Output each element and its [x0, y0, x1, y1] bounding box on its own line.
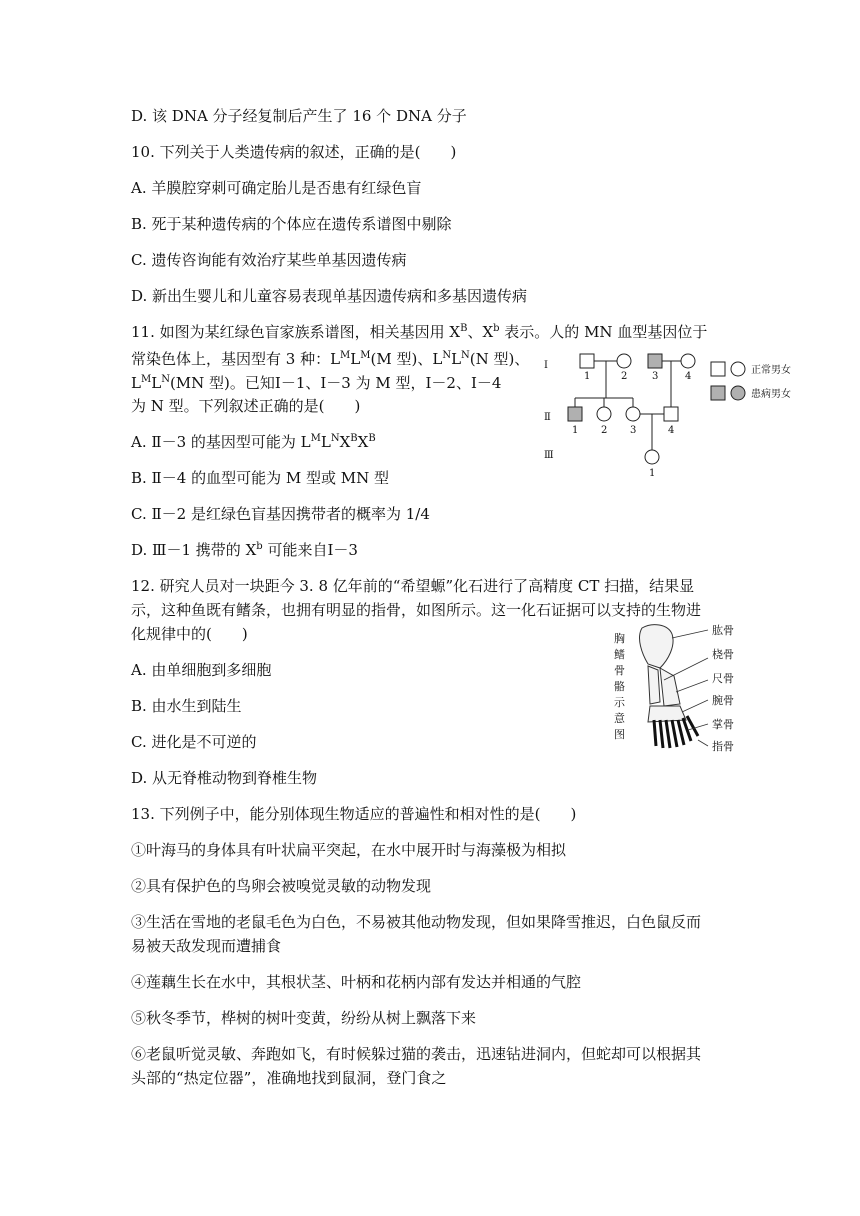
q13-item-1: ①叶海马的身体具有叶状扁平突起，在水中展开时与海藻极为相拟: [131, 841, 567, 859]
pedigree-II-num-1: 1: [572, 425, 579, 436]
legend-normal-text: 正常男女: [751, 365, 791, 376]
fossil-caption-char-4: 骼: [614, 680, 625, 693]
legend-affected-text: 患病男女: [751, 389, 791, 400]
legend-affected-male: [711, 386, 725, 400]
q12-stem-line3: 化规律中的( ): [131, 625, 248, 643]
pedigree-II4-normal-male: [664, 407, 678, 421]
q10-option-b: B. 死于某种遗传病的个体应在遗传系谱图中剔除: [131, 215, 452, 233]
q10-option-d: D. 新出生婴儿和儿童容易表现单基因遗传病和多基因遗传病: [131, 287, 528, 305]
pedigree-I-num-4: 4: [685, 371, 692, 382]
fossil-label-ulna: 尺骨: [712, 672, 734, 685]
q12-option-b: B. 由水生到陆生: [131, 697, 242, 715]
radius-bone: [648, 666, 660, 704]
pedigree-I4-normal-female: [681, 354, 695, 368]
pedigree-II-num-3: 3: [630, 425, 637, 436]
q11-option-a: A. Ⅱ－3 的基因型可能为 $L^ML^NX^BX^B$: [131, 433, 376, 451]
q13-item-6-line2: 头部的“热定位器”，准确地找到鼠洞，登门食之: [131, 1069, 447, 1087]
q13-stem: 13. 下列例子中，能分别体现生物适应的普遍性和相对性的是( ): [131, 805, 577, 823]
q12-option-c: C. 进化是不可逆的: [131, 733, 257, 751]
fossil-label-carpal: 腕骨: [712, 694, 734, 707]
q10-stem: 10. 下列关于人类遗传病的叙述，正确的是( ): [131, 143, 457, 161]
fossil-caption-char-6: 意: [614, 712, 625, 725]
pedigree-II-num-4: 4: [668, 425, 675, 436]
pedigree-II2-normal-female: [597, 407, 611, 421]
pedigree-figure: [540, 348, 820, 484]
pedigree-I-num-2: 2: [621, 371, 628, 382]
pedigree-I3-affected-male: [648, 354, 662, 368]
q12-stem-line1: 12. 研究人员对一块距今 3. 8 亿年前的“希望螈”化石进行了高精度 CT 扫描，结果显: [131, 577, 695, 595]
q13-item-2: ②具有保护色的鸟卵会被嗅觉灵敏的动物发现: [131, 877, 432, 895]
q13-item-6-line1: ⑥老鼠听觉灵敏、奔跑如飞，有时候躲过猫的袭击，迅速钻进洞内，但蛇却可以根据其: [131, 1045, 702, 1063]
gen-label-I: Ⅰ: [544, 360, 548, 371]
humerus-bone: [640, 625, 674, 668]
q12-stem-line2: 示，这种鱼既有鳍条，也拥有明显的指骨，如图所示。这一化石证据可以支持的生物进: [131, 601, 702, 619]
pedigree-I2-normal-female: [617, 354, 631, 368]
fossil-label-humerus: 肱骨: [712, 624, 734, 637]
q9-option-d: D. 该 DNA 分子经复制后产生了 16 个 DNA 分子: [131, 107, 467, 125]
q11-stem-line4: 为 N 型。下列叙述正确的是( ): [131, 397, 361, 415]
q11-option-d: D. Ⅲ－1 携带的 $X^b$ 可能来自Ⅰ－3: [131, 541, 358, 559]
pedigree-III-num-1: 1: [649, 468, 656, 479]
legend-affected-female: [731, 386, 745, 400]
fossil-caption-char-7: 图: [614, 728, 625, 741]
gen-label-II: Ⅱ: [544, 412, 551, 423]
fossil-label-phalanges: 指骨: [712, 740, 734, 753]
fossil-caption-char-1: 胸: [614, 632, 625, 645]
fossil-label-radius: 桡骨: [712, 648, 734, 661]
q13-item-3-line1: ③生活在雪地的老鼠毛色为白色，不易被其他动物发现，但如果降雪推迟，白色鼠反而: [131, 913, 702, 931]
q13-item-4: ④莲藕生长在水中，其根状茎、叶柄和花柄内部有发达并相通的气腔: [131, 973, 582, 991]
q10-option-c: C. 遗传咨询能有效治疗某些单基因遗传病: [131, 251, 407, 269]
pedigree-III1-normal-female: [645, 450, 659, 464]
q12-option-d: D. 从无脊椎动物到脊椎生物: [131, 769, 318, 787]
q13-item-5: ⑤秋冬季节，桦树的树叶变黄，纷纷从树上飘落下来: [131, 1009, 477, 1027]
fossil-caption-char-5: 示: [614, 696, 625, 709]
q11-stem-line1: 11. 如图为某红绿色盲家族系谱图，相关基因用 $X^B$、$X^b$ 表示。人的 MN 血型基因位于: [131, 323, 708, 341]
legend-normal-male: [711, 362, 725, 376]
fossil-fin-figure: [608, 620, 778, 760]
fossil-caption-char-3: 骨: [614, 664, 625, 677]
carpal-bones: [648, 706, 686, 722]
q11-option-c: C. Ⅱ－2 是红绿色盲基因携带者的概率为 1/4: [131, 505, 430, 523]
pedigree-I-num-3: 3: [652, 371, 659, 382]
q13-item-3-line2: 易被天敌发现而遭捕食: [131, 937, 282, 955]
pedigree-I1-normal-male: [580, 354, 594, 368]
q10-option-a: A. 羊膜腔穿刺可确定胎儿是否患有红绿色盲: [131, 179, 422, 197]
gen-label-III: Ⅲ: [544, 450, 554, 461]
pedigree-II3-normal-female: [626, 407, 640, 421]
pedigree-I-num-1: 1: [584, 371, 591, 382]
q11-option-b: B. Ⅱ－4 的血型可能为 M 型或 MN 型: [131, 469, 389, 487]
legend-normal-female: [731, 362, 745, 376]
q11-stem-line3: $L^ML^N(MN$ 型)。已知Ⅰ－1、Ⅰ－3 为 M 型，Ⅰ－2、Ⅰ－4: [131, 374, 502, 392]
fossil-caption-char-2: 鳍: [614, 648, 625, 661]
pedigree-II1-affected-male: [568, 407, 582, 421]
pedigree-II-num-2: 2: [601, 425, 608, 436]
q11-stem-line2: 常染色体上，基因型有 3 种：$L^ML^M(M$ 型)、$L^NL^N(N$ 型)、: [131, 350, 530, 368]
q12-option-a: A. 由单细胞到多细胞: [131, 661, 272, 679]
fossil-label-metacarpal: 掌骨: [712, 718, 734, 731]
